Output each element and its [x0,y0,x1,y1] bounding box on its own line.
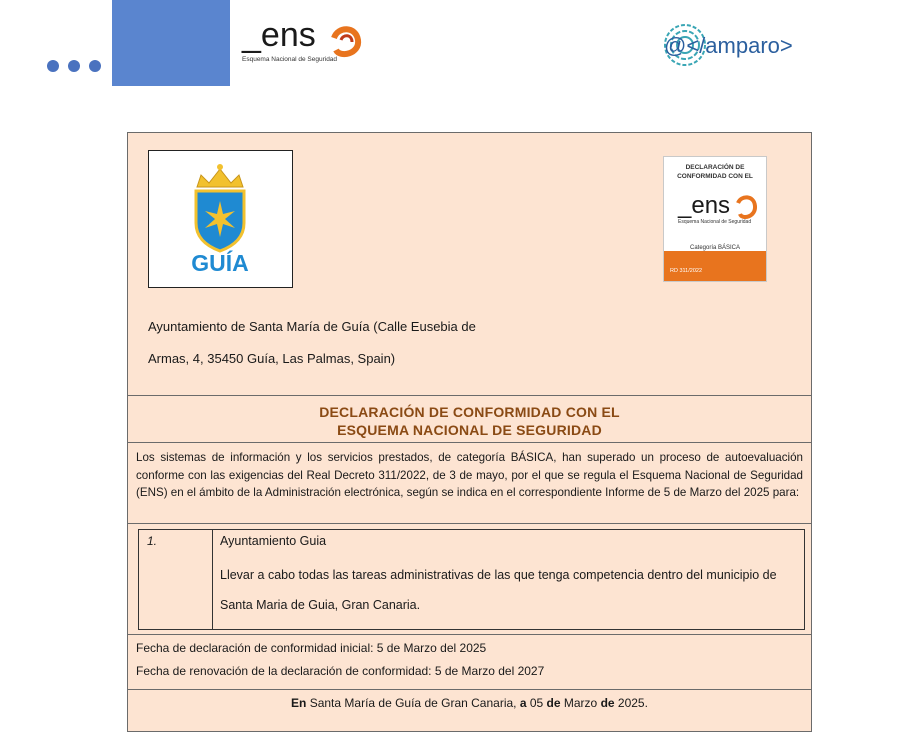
place-word: de [600,696,615,710]
renewal-date: Fecha de renovación de la declaración de conformidad: 5 de Marzo del 2027 [136,664,545,678]
divider [128,634,811,635]
conformity-declaration-document [127,132,812,732]
amparo-logo [660,14,810,74]
divider [128,395,811,396]
place-text: Santa María de Guía de Gran Canaria, [306,696,520,710]
divider [128,523,811,524]
badge-ens-logo-icon [672,189,764,239]
badge-orange-band [664,251,766,281]
divider [128,442,811,443]
item-column-divider [212,530,213,629]
amparo-logo-text: @</amparo> [664,33,793,58]
address-line-1: Ayuntamiento de Santa María de Guía (Calle Eusebia de [148,319,476,334]
ens-certification-badge [663,156,767,282]
place-text: 2025. [614,696,648,710]
ens-logo-subtitle: Esquema Nacional de Seguridad [242,56,338,63]
place-and-date [128,696,811,710]
place-text: Marzo [560,696,601,710]
title-line-1: DECLARACIÓN DE CONFORMIDAD CON EL [319,404,620,420]
item-name: Ayuntamiento Guia [220,534,327,548]
dates-block [136,637,544,683]
dot-indicator [47,60,59,72]
ens-logo-swoosh-inner [341,36,352,42]
badge-ens-subtitle: Esquema Nacional de Seguridad [678,219,752,225]
badge-category: Categoría BÁSICA [689,245,741,251]
seal-label: GUÍA [191,250,249,276]
item-number: 1. [147,534,158,548]
scope-item [138,529,805,630]
badge-rd: RD 311/2022 [670,268,703,274]
title-line-2: ESQUEMA NACIONAL DE SEGURIDAD [337,422,602,438]
dot-indicator [68,60,80,72]
ens-logo-text: _ens [242,16,316,54]
badge-title: DECLARACIÓN DE CONFORMIDAD CON EL [677,164,753,180]
ens-logo [240,14,370,74]
municipal-seal [148,150,293,288]
badge-ens-text: _ens [678,192,731,219]
guia-coat-of-arms-icon [149,151,292,287]
item-description: Llevar a cabo todas las tareas administrativas de las que tenga competencia dentro del municipio de Santa Maria de Guia, Gran Canaria. [220,568,777,612]
address-line-2: Armas, 4, 35450 Guía, Las Palmas, Spain) [148,351,396,366]
place-word: a [519,696,527,710]
decorative-blue-block [112,0,230,86]
place-text: 05 [526,696,547,710]
dot-indicator [89,60,101,72]
pagination-dots [47,60,101,72]
intro-paragraph: Los sistemas de información y los servicios prestados, de categoría BÁSICA, han superado un proceso de autoevaluación conforme con las exigencias del Real Decreto 311/2022, de 3 de mayo, por el que se regula el Esquema Nacional de Seguridad (ENS) en el ámbito de la Administración electrónica, según se indica en el correspondiente Informe de 5 de Marzo del 2025 para: [136,451,803,499]
divider [128,689,811,690]
initial-declaration-date: Fecha de declaración de conformidad inicial: 5 de Marzo del 2025 [136,641,487,655]
declaration-title [128,403,811,439]
place-word: En [291,696,307,710]
place-word: de [546,696,561,710]
address-block [148,311,548,375]
ens-logo-swoosh [334,29,358,54]
